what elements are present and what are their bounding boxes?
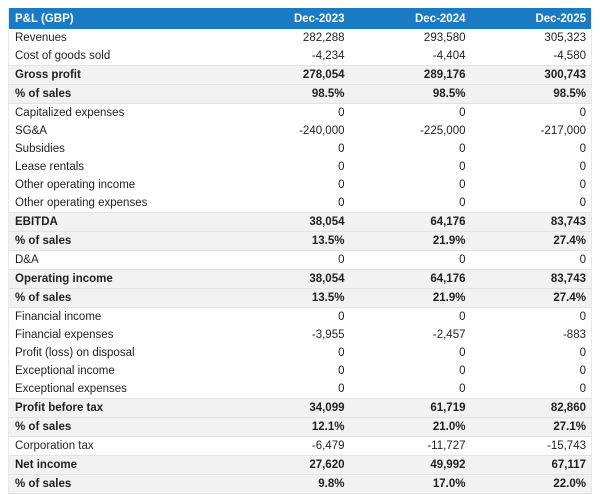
row-value: 82,860: [471, 399, 592, 418]
row-value: 0: [471, 176, 592, 194]
row-value: -4,404: [350, 47, 471, 66]
row-label: Profit (loss) on disposal: [9, 344, 229, 362]
table-row: [9, 344, 592, 362]
row-value: 0: [229, 380, 350, 399]
row-value: 289,176: [350, 66, 471, 85]
row-label: % of sales: [9, 85, 229, 104]
row-value: 21.9%: [350, 289, 471, 308]
table-row: [9, 289, 592, 308]
row-value: 0: [471, 194, 592, 213]
table-row: [9, 85, 592, 104]
row-label: Profit before tax: [9, 399, 229, 418]
table-body: [9, 29, 592, 494]
col-header-dec-2025: Dec-2025: [471, 8, 592, 29]
row-value: 300,743: [471, 66, 592, 85]
row-label: % of sales: [9, 232, 229, 251]
header-row: [9, 8, 592, 29]
table-row: [9, 380, 592, 399]
row-value: 0: [471, 158, 592, 176]
table-row: [9, 66, 592, 85]
row-value: 0: [229, 140, 350, 158]
table-row: [9, 362, 592, 380]
row-value: -6,479: [229, 437, 350, 456]
table-row: [9, 326, 592, 344]
pnl-table: [8, 8, 592, 494]
table-row: [9, 47, 592, 66]
row-value: 0: [471, 140, 592, 158]
row-value: 0: [350, 104, 471, 123]
row-value: -225,000: [350, 122, 471, 140]
row-value: 305,323: [471, 29, 592, 47]
row-value: -3,955: [229, 326, 350, 344]
row-value: 0: [350, 251, 471, 270]
row-label: Revenues: [9, 29, 229, 47]
row-label: % of sales: [9, 475, 229, 494]
row-label: Corporation tax: [9, 437, 229, 456]
row-label: Capitalized expenses: [9, 104, 229, 123]
row-label: % of sales: [9, 418, 229, 437]
row-value: 278,054: [229, 66, 350, 85]
table-row: [9, 158, 592, 176]
row-value: 12.1%: [229, 418, 350, 437]
row-value: 293,580: [350, 29, 471, 47]
row-value: 0: [229, 176, 350, 194]
row-value: 21.0%: [350, 418, 471, 437]
table-row: [9, 213, 592, 232]
table-row: [9, 399, 592, 418]
row-value: 64,176: [350, 213, 471, 232]
table-row: [9, 418, 592, 437]
table-row: [9, 232, 592, 251]
row-value: 38,054: [229, 270, 350, 289]
row-value: -883: [471, 326, 592, 344]
row-label: SG&A: [9, 122, 229, 140]
row-value: 0: [471, 362, 592, 380]
row-label: Cost of goods sold: [9, 47, 229, 66]
row-label: Operating income: [9, 270, 229, 289]
row-value: 67,117: [471, 456, 592, 475]
row-value: 27.4%: [471, 289, 592, 308]
row-value: 0: [350, 158, 471, 176]
row-label: Exceptional expenses: [9, 380, 229, 399]
row-value: 17.0%: [350, 475, 471, 494]
row-value: 38,054: [229, 213, 350, 232]
table-row: [9, 270, 592, 289]
row-value: 0: [471, 251, 592, 270]
row-value: -2,457: [350, 326, 471, 344]
row-value: 98.5%: [471, 85, 592, 104]
row-value: 13.5%: [229, 232, 350, 251]
table-row: [9, 194, 592, 213]
table-row: [9, 475, 592, 494]
row-label: Subsidies: [9, 140, 229, 158]
table-row: [9, 104, 592, 123]
row-value: -217,000: [471, 122, 592, 140]
row-value: 98.5%: [229, 85, 350, 104]
row-value: -15,743: [471, 437, 592, 456]
row-value: 61,719: [350, 399, 471, 418]
row-value: 0: [229, 251, 350, 270]
row-value: -240,000: [229, 122, 350, 140]
row-value: 27.1%: [471, 418, 592, 437]
row-label: Financial expenses: [9, 326, 229, 344]
table-row: [9, 29, 592, 47]
row-value: 83,743: [471, 270, 592, 289]
row-value: 0: [471, 104, 592, 123]
row-value: 0: [471, 380, 592, 399]
row-value: 9.8%: [229, 475, 350, 494]
row-value: 0: [229, 158, 350, 176]
row-label: Other operating expenses: [9, 194, 229, 213]
row-value: 0: [350, 308, 471, 327]
row-value: 49,992: [350, 456, 471, 475]
row-value: 27,620: [229, 456, 350, 475]
row-value: 0: [350, 344, 471, 362]
row-value: 0: [229, 194, 350, 213]
row-value: 83,743: [471, 213, 592, 232]
row-value: 34,099: [229, 399, 350, 418]
row-value: 282,288: [229, 29, 350, 47]
row-value: -4,234: [229, 47, 350, 66]
row-value: -11,727: [350, 437, 471, 456]
row-label: Gross profit: [9, 66, 229, 85]
table-row: [9, 308, 592, 327]
row-value: 64,176: [350, 270, 471, 289]
row-label: Lease rentals: [9, 158, 229, 176]
row-value: 0: [471, 308, 592, 327]
table-title: P&L (GBP): [9, 8, 229, 29]
table-row: [9, 251, 592, 270]
row-value: 0: [229, 104, 350, 123]
row-label: Other operating income: [9, 176, 229, 194]
row-value: 27.4%: [471, 232, 592, 251]
col-header-dec-2024: Dec-2024: [350, 8, 471, 29]
row-label: Net income: [9, 456, 229, 475]
table-row: [9, 176, 592, 194]
row-value: 0: [350, 194, 471, 213]
row-value: 0: [350, 176, 471, 194]
row-value: 0: [229, 362, 350, 380]
row-value: 0: [229, 344, 350, 362]
row-value: 13.5%: [229, 289, 350, 308]
row-value: 21.9%: [350, 232, 471, 251]
row-value: 0: [350, 380, 471, 399]
row-value: -4,580: [471, 47, 592, 66]
col-header-dec-2023: Dec-2023: [229, 8, 350, 29]
row-value: 22.0%: [471, 475, 592, 494]
table-row: [9, 456, 592, 475]
row-value: 0: [350, 140, 471, 158]
table-row: [9, 122, 592, 140]
row-label: % of sales: [9, 289, 229, 308]
row-label: Financial income: [9, 308, 229, 327]
row-label: EBITDA: [9, 213, 229, 232]
row-value: 0: [471, 344, 592, 362]
table-row: [9, 437, 592, 456]
row-value: 98.5%: [350, 85, 471, 104]
row-label: Exceptional income: [9, 362, 229, 380]
row-value: 0: [229, 308, 350, 327]
table-row: [9, 140, 592, 158]
row-value: 0: [350, 362, 471, 380]
row-label: D&A: [9, 251, 229, 270]
